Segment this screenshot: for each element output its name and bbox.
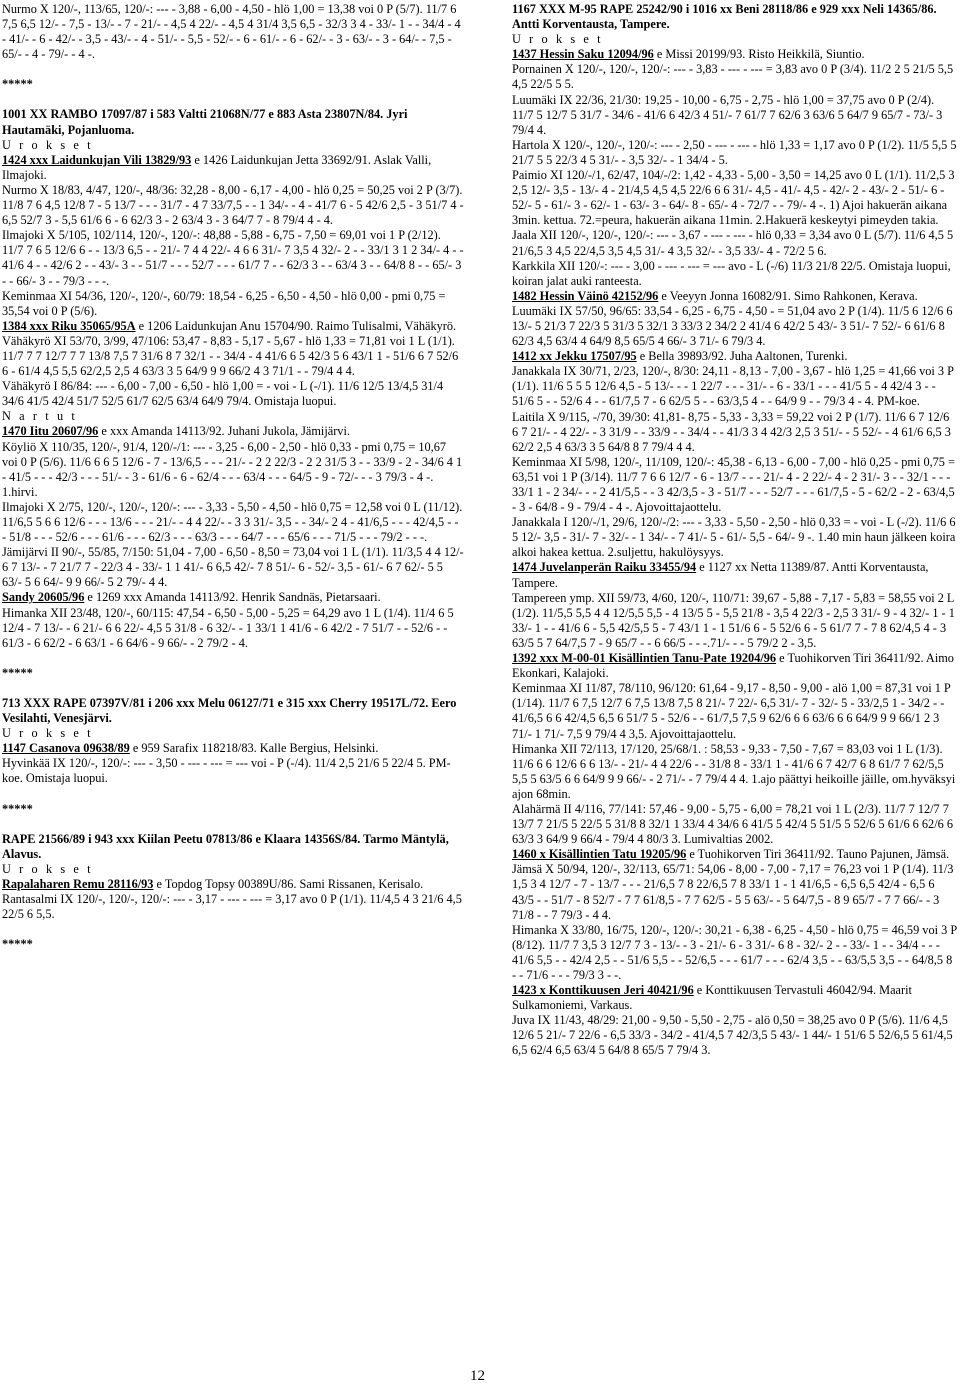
- trial-result: Jämsä X 50/94, 120/-, 32/113, 65/71: 54,06 - 8,00 - 7,00 - 7,17 = 76,23 voi 1 P (1/4). 11/3 1,5 3 4 12/7 - 7 - 13/7 - - - 21/6,5 7 8 22/6,5 7 8 33/1 1 - 1 41/6,5 - 6,5 6,5 42/4 - 6,5 6 43/5 - - 51/7 - 8 52/7 - 7 7 61/8,5 - 7 7 62/5 - 5 5 63/- - 5 64/7,5 - 8 9 65/7 - 7 7 66/- - 3 71/8 - - 7 79/3 - 4 4.: [512, 862, 954, 922]
- trial-result: Keminmaa XI 54/36, 120/-, 120/-, 60/79: 18,54 - 6,25 - 6,50 - 4,50 - hlö 0,00 - pmi 0,75 = 35,54 voi 0 P (5/6).: [2, 288, 446, 318]
- spacer: [2, 787, 464, 802]
- dog-entry: [512, 983, 958, 1013]
- trial-result: Luumäki IX 57/50, 96/65: 33,54 - 6,25 - 6,75 - 4,50 - = 51,04 avo 2 P (1/4). 11/5 6 12/6 6 13/- 5 21/3 7 22/3 5 31/3 5 32/1 3 33/3 2 34/2 2 41/4 6 42/2 5 43/- 3 51/- 7 52/- 6 61/6 8 62/3 4,5 63/4 4 64/9 8,5 65/5 4 66/- 3 71/- 6 79/3 4.: [512, 303, 953, 349]
- dog-parent-owner: e 959 Sarafix 118218/83. Kalle Bergius, Helsinki.: [129, 741, 379, 756]
- trial-result: Janakkala I 120/-/1, 29/6, 120/-/2: --- - 3,33 - 5,50 - 2,50 - hlö 0,33 = - voi - L (-/2). 11/6 6 5 12/- 3,5 - 31/- 7 - 32/- - 1 34/- - 7 41/- 5 - 61/- 5,5 - 64/- 9 -. 1.40 min haun jälkeen koira alkoi hakea kettua. 2.suljettu, hakulöysyys.: [512, 515, 956, 560]
- dog-parent-owner: e 1269 xxx Amanda 14113/92. Henrik Sandnäs, Pietarsaari.: [84, 590, 381, 605]
- section-separator: *****: [2, 801, 33, 816]
- dog-parent-owner: e 1206 Laidunkujan Anu 15704/90. Raimo Tulisalmi, Vähäkyrö.: [135, 318, 457, 333]
- page-number: 12: [470, 1368, 485, 1384]
- trial-result: Hartola X 120/-, 120/-, 120/-: --- - 2,50 - --- - --- - hlö 1,33 = 1,17 avo 0 P (1/2). 11/5 5,5 5 21/7 5 5 22/3 4 5 31/- - 3,5 32/- - 1 34/4 - 5.: [512, 137, 957, 167]
- sire-heading: [512, 2, 958, 32]
- dog-name: 1424 xxx Laidunkujan Vili 13829/93: [2, 152, 192, 167]
- dog-entry: [512, 651, 958, 681]
- dog-parent-owner: e Topdog Topsy 00389U/86. Sami Rissanen, Kerisalo.: [153, 876, 424, 891]
- trial-result: Laitila X 9/115, -/70, 39/30: 41,81- 8,75 - 5,33 - 3,33 = 59,22 voi 2 P (1/7). 11/6 6 7 12/6 6 7 21/- - 4 22/- - 3 31/9 - - 33/9 - - 34/4 - - 41/3 3 4 42/3 2,5 3 51/- - 5 52/- - 4 61/6 6,5 3 62/2 2,5 4 63/3 3 5 64/8 8 7 79/4 4 4.: [512, 409, 951, 454]
- dog-name: 1482 Hessin Väinö 42152/96: [512, 288, 659, 303]
- trial-result: Rantasalmi IX 120/-, 120/-, 120/-: --- - 3,17 - --- - --- = 3,17 avo 0 P (1/1). 11/4,5 4 3 21/6 4,5 22/5 6 5,5.: [2, 891, 462, 922]
- left-column: [2, 2, 464, 967]
- section-separator: *****: [2, 937, 33, 952]
- dog-entry: [512, 560, 958, 590]
- trial-result: Luumäki IX 22/36, 21/30: 19,25 - 10,00 - 6,75 - 2,75 - hlö 1,00 = 37,75 avo 0 P (2/4). 11/7 5 12/7 5 31/7 - 34/6 - 41/6 6 42/3 4 51/- 7 61/7 7 62/6 3 63/6 5 64/7 9 65/7 - 73/- 3 79/4 4.: [512, 92, 943, 137]
- dog-entry: [2, 590, 464, 605]
- dog-entry: [2, 424, 464, 439]
- section-separator: *****: [2, 77, 33, 92]
- dog-name: 1470 Iitu 20607/96: [2, 424, 99, 439]
- dog-name: 1392 xxx M-00-01 Kisällintien Tanu-Pate 19204/96: [512, 651, 777, 666]
- dog-parent-owner: e Konttikuusen Tervastuli 46042/94. Maarit Sulkamoniemi, Varkaus.: [512, 983, 912, 1013]
- trial-result: Himanka XII 72/113, 17/120, 25/68/1. : 58,53 - 9,33 - 7,50 - 7,67 = 83,03 voi 1 L (1/3). 11/6 6 6 12/6 6 6 13/- - 21/- 4 4 22/6 - - 31/8 8 - 33/1 1 - 41/6 6 7 42/7 6 8 61/7 7 62/5,5 5,5 5 63/5 6 6 64/9 9 9 66/- - 2 71/- - 7 79/4 4 4. 1.ajo päättyi heikoille jäille, om.hyväksyi ajon 68min.: [512, 741, 956, 801]
- dog-entry: [512, 289, 958, 304]
- dog-parent-owner: e Missi 20199/93. Risto Heikkilä, Siuntio.: [653, 47, 865, 62]
- trial-result: Nurmo X 120/-, 113/65, 120/-: --- - 3,88 - 6,00 - 4,50 - hlö 1,00 = 13,38 voi 0 P (5/7). 11/7 6 7,5 6,5 12/- - 7,5 - 13/- - 7 - 21/- - 4,5 4 22/- - 4,5 4 31/4 3,5 6,5 - 32/3 3 4 - 33/- 1 - - 34/4 - 4 - 41/- - 6 - 42/- - 3,5 - 43/- - 4 - 51/- - 5,5 - 52/- - 6 - 61/- - 6 - 62/- - 3 - 63/- - 3 - 64/- - 7,5 - 65/- - 4 - 79/- - 4 -.: [2, 2, 461, 62]
- trial-result: Himanka X 33/80, 16/75, 120/-, 120/-: 30,21 - 6,38 - 6,25 - 4,50 - hlö 0,75 = 46,59 voi 3 P (8/12). 11/7 7 3,5 3 12/7 7 3 - 13/- - 3 - 21/- 6 - 3 31/- 6 8 - 32/- 2 - - 33/- 1 - - 34/4 - - - 41/6 5,5 - - 42/4 2,5 - - 51/6 5,5 - - 52/6,5 - - - 61/7 - - - 62/4 3,5 - - 63/5,5 3,5 - - 64/8,5 8 - - 71/6 - - - 79/3 3 - -.: [512, 922, 957, 982]
- dog-entry: [2, 153, 464, 183]
- trial-result: Vähäkyrö XI 53/70, 3/99, 47/106: 53,47 - 8,83 - 5,17 - 5,67 - hlö 1,33 = 71,81 voi 1 L (1/1). 11/7 7 7 12/7 7 7 13/8 7,5 7 31/6 8 7 32/1 - - 34/4 - 4 41/6 6 5 42/3 5 6 43/1 1 - 51/6 6 7 52/6 6 - 61/4 4,5 5,5 62/2,5 2,5 4 63/3 3 5 64/9 9 9 66/2 4 3 71/1 - - 79/4 4 4.: [2, 333, 459, 379]
- dog-entry: [512, 47, 958, 62]
- dog-name: 1474 Juvelanperän Raiku 33455/94: [512, 560, 697, 575]
- dog-name: Rapalaharen Remu 28116/93: [2, 876, 154, 891]
- trial-result: Juva IX 11/43, 48/29: 21,00 - 9,50 - 5,50 - 2,75 - alö 0,50 = 38,25 avo 0 P (5/6). 11/6 4,5 12/6 5 21/- 7 22/6 - 6,5 33/3 - 34/2 - 41/4,5 7 42/3,5 5 43/- 1 44/- 1 51/6 5 52/6,5 5 61/4,5 6,5 62/4 6,5 63/4 5 64/8 8 65/5 7 79/4 3.: [512, 1013, 953, 1058]
- trial-result: Karkkila XII 120/-: --- - 3,00 - --- - --- = --- avo - L (-/6) 11/3 21/8 22/5. Omistaja luopui, koiran jalat auki ranteesta.: [512, 258, 951, 288]
- section-separator: *****: [2, 665, 33, 680]
- spacer: [2, 651, 464, 666]
- sire-heading: [2, 696, 464, 726]
- trial-result: Ilmajoki X 5/105, 102/114, 120/-, 120/-: 48,88 - 5,88 - 6,75 - 7,50 = 69,01 voi 1 P (2/12). 11/7 7 6 5 12/6 6 - - 13/3 6,5 - - 21/- 7 4 4 22/- 4 6 6 31/- 7 3,5 4 32/- 2 - - 33/1 3 1 2 34/- 4 - - 41/6 4 - - 42/6 2 - - 43/- 3 - - 51/7 - - - 52/7 - - - 61/7 7 - - 62/3 3 - - 63/4 3 - - 64/8 8 - - 65/- 3 - - 66/- 3 - - 79/3 - - -.: [2, 228, 464, 288]
- dog-parent-owner: e Tuohikorven Tiri 36411/92. Aimo Ekonkari, Kalajoki.: [512, 651, 954, 681]
- spacer: [2, 681, 464, 696]
- trial-result: Köyliö X 110/35, 120/-, 91/4, 120/-/1: --- - 3,25 - 6,00 - 2,50 - hlö 0,33 - pmi 0,75 = 10,67 voi 0 P (5/6). 11/6 6 6 5 12/6 - 7 - 13/6,5 - - - 21/- - 2 2 22/3 - 2 2 31/5 3 - - 33/9 - 2 - 34/6 4 1 - 41/5 - - - 42/3 - - - 51/- - 3 - 61/6 - 6 - 62/4 - - - 63/4 - - - 64/5 - 9 - 72/- - - 3 79/3 - 4 -. 1.hirvi.: [2, 439, 463, 499]
- dog-entry: [2, 877, 464, 892]
- sire-heading: [2, 107, 464, 137]
- group-label: U r o k s e t: [512, 32, 604, 47]
- trial-result: Hyvinkää IX 120/-, 120/-: --- - 3,50 - --- - --- = --- voi - P (-/4). 11/4 2,5 21/6 5 22/4 5. PM-koe. Omistaja luopui.: [2, 756, 451, 786]
- trial-result: Tampereen ymp. XII 59/73, 4/60, 120/-, 110/71: 39,67 - 5,88 - 7,17 - 5,83 = 58,55 voi 2 L (1/2). 11/5,5 5,5 4 4 12/5,5 5,5 - 4 13/5 5 - 5,5 21/8 - 3,5 4 22/3 - 2,5 3 31/- 9 - 4 32/- 1 - 1 33/- 1 - - 41/6 6 - 5,5 42/5,5 5 - 7 43/1 1 - 1 51/6 6 - 5 52/6 6 - 5 61/7 7 - 7 8 62/4,5 4 - 3 63/5 5 7 64/7,5 7 - 9 65/7 - - 6 66/5 - - -.71/- - - 5 79/2 2 - 3,5.: [512, 590, 955, 650]
- dog-entry: [2, 319, 464, 334]
- group-label: U r o k s e t: [2, 137, 94, 152]
- dog-name: 1423 x Konttikuusen Jeri 40421/96: [512, 983, 694, 998]
- trial-result: Ilmajoki X 2/75, 120/-, 120/-, 120/-: --- - 3,33 - 5,50 - 4,50 - hlö 0,75 = 12,58 voi 0 L (11/12). 11/6,5 5 6 6 12/6 - - - 13/6 - - - 21/- - 4 4 22/- - 3 3 31/- 3,5 - - 34/- 2 4 - 41/6,5 - - - 42/4,5 - - - 51/8 - - - 52/6 - - - 61/6 - - - 62/3 - - - 63/3 - - - 64/7 - - - 65/6 - - - 71/5 - - - 79/2 - - -.: [2, 499, 463, 545]
- group-label: N a r t u t: [2, 409, 78, 424]
- dog-entry: [512, 349, 958, 364]
- dog-name: 1437 Hessin Saku 12094/96: [512, 47, 654, 62]
- trial-result: Janakkala IX 30/71, 2/23, 120/-, 8/30: 24,11 - 8,13 - 7,00 - 3,67 - hlö 1,25 = 41,66 voi 3 P (1/1). 11/6 5 5 5 12/6 4,5 - 5 13/- - - 1 22/7 - - - 31/- - 6 - 33/1 - - - 41/5 5 - 4 42/4 3 - - 51/6 5 - - 52/6 4 - - 61/7,5 7 - 6 62/5 5 - - 63/3,5 4 - - 64/9 9 - - 79/3 4 - 4. PM-koe.: [512, 364, 954, 409]
- trial-result: Jämijärvi II 90/-, 55/85, 7/150: 51,04 - 7,00 - 6,50 - 8,50 = 73,04 voi 1 L (1/1). 11/3,5 4 4 12/- 6 7 13/- - 7 21/7 7 - 22/3 4 - 33/- 1 1 41/- 6 6,5 42/- 7 8 51/- 6 - 52/- 3,5 - 61/- 6 7 62/- 5 5 63/- 5 6 64/- 9 9 66/- 5 2 79/- 4 4.: [2, 545, 464, 590]
- dog-parent-owner: e 1426 Laidunkujan Jetta 33692/91. Aslak Valli, Ilmajoki.: [2, 152, 432, 182]
- trial-result: Alahärmä II 4/116, 77/141: 57,46 - 9,00 - 5,75 - 6,00 = 78,21 voi 1 L (2/3). 11/7 7 12/7 7 13/7 7 21/5 5 22/5 5 31/8 8 32/1 1 33/4 4 34/6 6 41/5 5 42/4 5 51/5 5 52/6 5 61/6 6 62/6 6 63/3 3 64/9 9 66/4 - 79/4 4 80/3 3. Lumivaltias 2002.: [512, 801, 953, 847]
- sire-heading-text: 1001 XX RAMBO 17097/87 i 583 Valtti 21068N/77 e 883 Asta 23807N/84. Jyri Hautamäki, Pojanluoma.: [2, 107, 408, 137]
- dog-parent-owner: e Tuohikorven Tiri 36411/92. Tauno Pajunen, Jämsä.: [686, 847, 950, 862]
- sire-heading-text: 1167 XXX M-95 RAPE 25242/90 i 1016 xx Beni 28118/86 e 929 xxx Neli 14365/86. Antti Korventausta, Tampere.: [512, 2, 937, 32]
- trial-result: Keminmaa XI 11/87, 78/110, 96/120: 61,64 - 9,17 - 8,50 - 9,00 - alö 1,00 = 87,31 voi 1 P (1/14). 11/7 6 7,5 12/7 6 7,5 13/8 7,5 8 21/- 7 22/- 6,5 31/- 7 - 32/- 5 - 33/2,5 1 - 34/2 - - 41/6,5 6 6 42/4,5 6,5 6 51/7 5 - 52/6 - - 61/7,5 7,5 9 62/6 6 6 63/6 6 6 64/9 9 9 66/1 2 3 71/- 1 71/- 7,5 9 79/4 4 3,5. Ajovoittajaottelu.: [512, 681, 951, 741]
- dog-name: Sandy 20605/96: [2, 590, 85, 605]
- sire-heading-text: 713 XXX RAPE 07397V/81 i 206 xxx Melu 06127/71 e 315 xxx Cherry 19517L/72. Eero Vesilahti, Venesjärvi.: [2, 695, 457, 726]
- spacer: [2, 952, 464, 967]
- trial-result: Vähäkyrö I 86/84: --- - 6,00 - 7,00 - 6,50 - hlö 1,00 = - voi - L (-/1). 11/6 12/5 13/4,5 31/4 34/6 41/5 42/4 51/7 52/5 61/7 62/5 63/4 64/9 79/4. Omistaja luopui.: [2, 379, 444, 409]
- trial-result: Nurmo X 18/83, 4/47, 120/-, 48/36: 32,28 - 8,00 - 6,17 - 4,00 - hlö 0,25 = 50,25 voi 2 P (3/7). 11/8 7 6 4,5 12/8 7 - 5 13/7 - - - 31/7 - 4 7 33/7,5 - - 1 34/- - 4 - 41/7 6 - 5 42/6 2,5 - 3 51/7 4 - 6,5 52/7 3 - 5,5 61/6 6 - 6 62/3 3 - 2 63/4 3 - 3 64/7 7 - 8 79/4 4 - 4.: [2, 182, 464, 228]
- dog-entry: [512, 847, 958, 862]
- dog-parent-owner: e Bella 39893/92. Juha Aaltonen, Turenki.: [636, 349, 848, 364]
- trial-result: Paimio XI 120/-/1, 62/47, 104/-/2: 1,42 - 4,33 - 5,00 - 3,50 = 14,25 avo 0 L (1/1). 11/2,5 3 2,5 12/- 3,5 - 13/- 4 - 21/4,5 4,5 4,5 22/6 6 6 31/- 4,5 - 41/- 4,5 - 42/- 2 - 43/- 2 - 51/- 6 - 52/- 5 - 61/- 3 - 62/- 1 - 63/- 3 - 64/- 8 - 65/- 4 - 72/7 - - 79/- 4 -. 1) Ajoi hakuerän aikana 3min. kettua. 72.=peura, hakuerän aikana 11min. 2.Hakuerä keskeytyi pimeyden takia.: [512, 168, 955, 228]
- right-column: [512, 2, 958, 1059]
- dog-name: 1147 Casanova 09638/89: [2, 741, 130, 756]
- group-label: U r o k s e t: [2, 726, 94, 741]
- dog-name: 1412 xx Jekku 17507/95: [512, 349, 637, 364]
- dog-name: 1384 xxx Riku 35065/95A: [2, 318, 136, 333]
- spacer: [2, 817, 464, 832]
- dog-name: 1460 x Kisällintien Tatu 19205/96: [512, 847, 687, 862]
- spacer: [2, 62, 464, 77]
- dog-entry: [2, 741, 464, 756]
- dog-parent-owner: e xxx Amanda 14113/92. Juhani Jukola, Jämijärvi.: [98, 424, 350, 439]
- group-label: U r o k s e t: [2, 861, 94, 876]
- dog-parent-owner: e 1127 xx Netta 11389/87. Antti Korventausta, Tampere.: [512, 560, 929, 590]
- sire-heading: [2, 832, 464, 862]
- trial-result: Jaala XII 120/-, 120/-, 120/-: --- - 3,67 - --- - --- - hlö 0,33 = 3,34 avo 0 L (5/7). 11/6 4,5 5 21/6,5 3 4,5 22/4,5 3,5 4,5 31/- 4 3,5 32/- - 3,5 33/- 4 - 72/2 5 6.: [512, 228, 954, 258]
- trial-result: Keminmaa XI 5/98, 120/-, 11/109, 120/-: 45,38 - 6,13 - 6,00 - 7,00 - hlö 0,25 - pmi 0,75 = 63,51 voi 1 P (3/14). 11/7 7 6 6 12/7 - 6 - 13/7 - - - 21/- 4 - 2 22/- 4 - 2 31/- 3 - - 32/1 - - - 33/1 1 - 2 34/- - - 2 41/5,5 - - 3 42/3,5 - 3 - 51/7 - - - 52/7 - - - 61/7,5 - 5 - 62/2 - 2 - 63/4,5 - 3 - 64/8 - 9 - 79/4 - 4 -. Ajovoittajaottelu.: [512, 454, 955, 515]
- trial-result: Pornainen X 120/-, 120/-, 120/-: --- - 3,83 - --- - --- = 3,83 avo 0 P (3/4). 11/2 2 5 21/5 5,5 4,5 22/5 5 5.: [512, 62, 954, 92]
- dog-parent-owner: e Veeyyn Jonna 16082/91. Simo Rahkonen, Kerava.: [658, 288, 918, 303]
- trial-result: Himanka XII 23/48, 120/-, 60/115: 47,54 - 6,50 - 5,00 - 5,25 = 64,29 avo 1 L (1/4). 11/4 6 5 12/4 - 7 13/- - 6 21/- 6 6 22/- 4,5 5 31/8 - 6 32/- - 1 33/1 1 41/6 - 6 42/2 - 7 51/7 - - 52/6 - - 61/3 - 6 62/2 - 6 63/1 - 6 64/6 - 9 66/- - 2 79/2 - 4.: [2, 605, 454, 650]
- spacer: [2, 92, 464, 107]
- spacer: [2, 922, 464, 937]
- sire-heading-text: RAPE 21566/89 i 943 xxx Kiilan Peetu 07813/86 e Klaara 14356S/84. Tarmo Mäntylä, Alavus.: [2, 831, 449, 861]
